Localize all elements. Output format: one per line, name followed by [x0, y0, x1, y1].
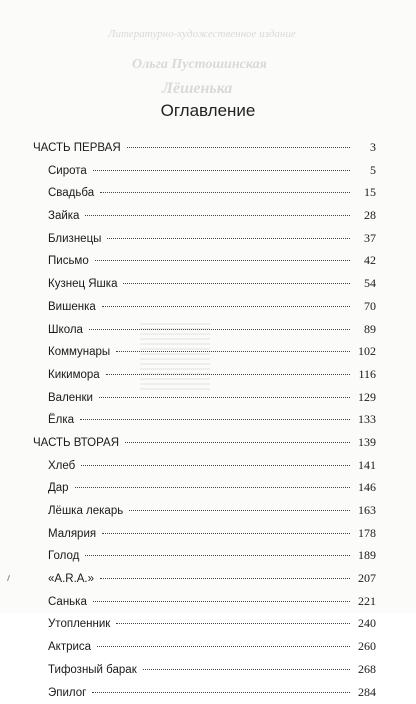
toc-chapter-row: [0, 340, 416, 363]
toc-chapter-row: [0, 476, 416, 499]
toc-heading: Оглавление: [0, 101, 416, 121]
toc-chapter-label: Коммунары: [48, 341, 110, 364]
toc-dot-leader: [106, 374, 350, 375]
toc-dot-leader: [107, 238, 350, 239]
toc-dot-leader: [85, 555, 350, 556]
toc-chapter-label: Голод: [48, 545, 79, 568]
bleed-through-author: Ольга Пустошинская: [132, 57, 267, 73]
toc-chapter-row: [0, 386, 416, 409]
toc-part-row: [0, 431, 416, 454]
toc-page-number: 221: [356, 590, 376, 613]
toc-page-number: 28: [356, 204, 376, 227]
toc-chapter-label: Ёлка: [48, 409, 74, 432]
toc-dot-leader: [95, 260, 350, 261]
toc-chapter-row: [0, 567, 416, 590]
toc-chapter-label: Утопленник: [48, 613, 110, 636]
toc-page-number: 70: [356, 295, 376, 318]
toc-page-number: 42: [356, 249, 376, 272]
toc-dot-leader: [125, 442, 350, 443]
toc-chapter-row: [0, 295, 416, 318]
toc-dot-leader: [127, 147, 350, 148]
toc-page-number: 133: [356, 408, 376, 431]
toc-page-number: 139: [356, 431, 376, 454]
toc-part-label: ЧАСТЬ ВТОРАЯ: [33, 432, 119, 455]
toc-dot-leader: [81, 465, 350, 466]
toc-page-number: 102: [356, 340, 376, 363]
toc-page-number: 178: [356, 522, 376, 545]
toc-page-number: 163: [356, 499, 376, 522]
toc-chapter-label: Свадьба: [48, 182, 94, 205]
toc-chapter-label: Валенки: [48, 387, 93, 410]
toc-page-number: 268: [356, 658, 376, 681]
toc-dot-leader: [129, 510, 350, 511]
toc-part-label: ЧАСТЬ ПЕРВАЯ: [33, 137, 121, 160]
toc-page-number: 284: [356, 681, 376, 704]
toc-dot-leader: [92, 692, 350, 693]
toc-list: [0, 136, 416, 703]
toc-dot-leader: [123, 283, 350, 284]
toc-chapter-label: Тифозный барак: [48, 659, 137, 682]
toc-chapter-label: Школа: [48, 319, 83, 342]
toc-chapter-row: [0, 204, 416, 227]
toc-dot-leader: [99, 397, 350, 398]
toc-page-number: 260: [356, 635, 376, 658]
toc-dot-leader: [116, 351, 350, 352]
toc-page-number: 146: [356, 476, 376, 499]
toc-chapter-row: [0, 522, 416, 545]
toc-chapter-label: Близнецы: [48, 228, 101, 251]
toc-page-number: 54: [356, 272, 376, 295]
toc-page-number: 141: [356, 454, 376, 477]
toc-chapter-label: Санька: [48, 591, 87, 614]
toc-chapter-row: [0, 181, 416, 204]
toc-chapter-row: [0, 612, 416, 635]
toc-chapter-row: [0, 227, 416, 250]
toc-chapter-row: [0, 408, 416, 431]
toc-page-number: 189: [356, 544, 376, 567]
toc-dot-leader: [89, 329, 350, 330]
toc-page-number: 89: [356, 318, 376, 341]
toc-chapter-label: Письмо: [48, 250, 89, 273]
toc-chapter-row: [0, 658, 416, 681]
toc-dot-leader: [102, 533, 350, 534]
toc-page-number: 129: [356, 386, 376, 409]
toc-dot-leader: [100, 192, 350, 193]
toc-chapter-row: [0, 590, 416, 613]
toc-dot-leader: [75, 487, 350, 488]
toc-page-number: 3: [356, 136, 376, 159]
toc-chapter-row: [0, 363, 416, 386]
toc-chapter-label: Актриса: [48, 636, 91, 659]
toc-chapter-label: Зайка: [48, 205, 79, 228]
toc-page-number: 37: [356, 227, 376, 250]
toc-chapter-label: Малярия: [48, 523, 96, 546]
toc-chapter-row: [0, 454, 416, 477]
toc-chapter-label: Вишенка: [48, 296, 96, 319]
toc-part-row: [0, 136, 416, 159]
toc-chapter-label: «A.R.A.»: [48, 568, 94, 591]
toc-chapter-row: [0, 318, 416, 341]
toc-page-number: 240: [356, 612, 376, 635]
toc-chapter-row: [0, 499, 416, 522]
toc-chapter-label: Эпилог: [48, 682, 86, 704]
toc-dot-leader: [102, 306, 350, 307]
toc-chapter-label: Сирота: [48, 160, 87, 183]
toc-chapter-label: Хлеб: [48, 455, 75, 478]
toc-chapter-row: [0, 635, 416, 658]
toc-chapter-label: Лёшка лекарь: [48, 500, 123, 523]
toc-dot-leader: [93, 601, 350, 602]
toc-chapter-row: [0, 159, 416, 182]
toc-dot-leader: [85, 215, 350, 216]
toc-page-number: 5: [356, 159, 376, 182]
toc-dot-leader: [143, 669, 350, 670]
toc-page-number: 15: [356, 181, 376, 204]
toc-chapter-row: [0, 272, 416, 295]
toc-chapter-row: [0, 544, 416, 567]
toc-dot-leader: [100, 578, 350, 579]
toc-chapter-row: [0, 681, 416, 704]
toc-chapter-row: [0, 249, 416, 272]
toc-page-number: 207: [356, 567, 376, 590]
toc-chapter-label: Кузнец Яшка: [48, 273, 117, 296]
bleed-through-imprint: Литературно-художественное издание: [108, 28, 296, 40]
toc-chapter-label: Кикимора: [48, 364, 100, 387]
toc-page-number: 116: [356, 363, 376, 386]
toc-dot-leader: [116, 623, 350, 624]
toc-dot-leader: [80, 419, 350, 420]
toc-chapter-label: Дар: [48, 477, 69, 500]
toc-dot-leader: [93, 170, 350, 171]
bleed-through-book-title: Лёшенька: [162, 80, 232, 98]
toc-dot-leader: [97, 646, 350, 647]
